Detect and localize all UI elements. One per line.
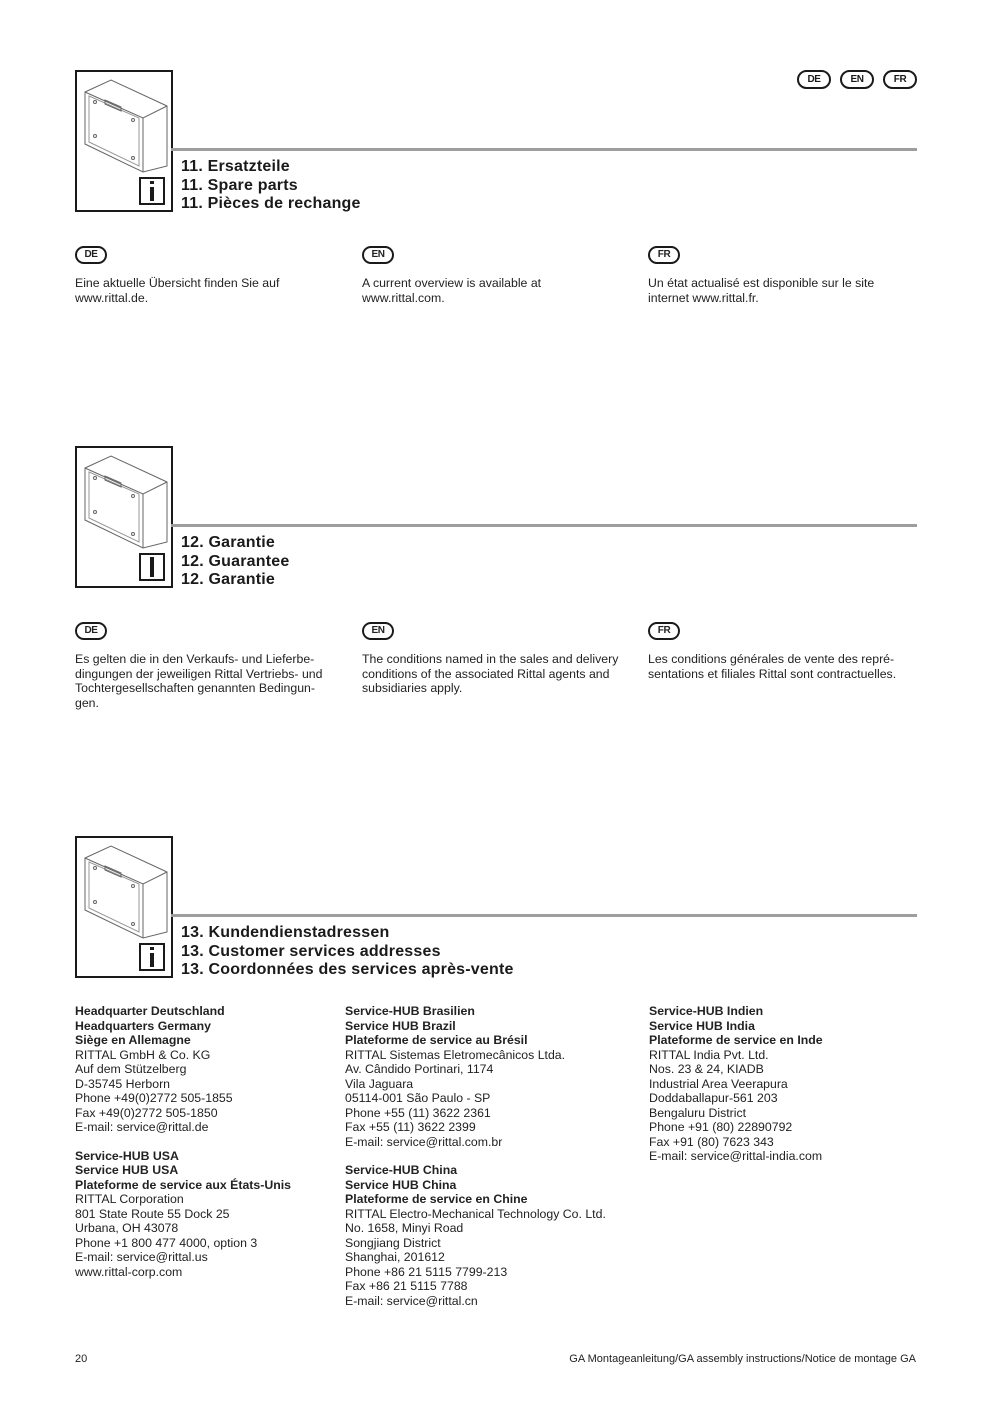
section-rule <box>171 914 917 917</box>
address-heading: Service-HUB China <box>345 1163 458 1177</box>
fax-line: Fax +55 (11) 3622 2399 <box>345 1120 476 1134</box>
address-column-3 <box>649 1004 823 1178</box>
text-line: subsidiaries apply. <box>362 681 463 696</box>
address-line: Industrial Area Veerapura <box>649 1076 788 1091</box>
footer-doc-title: GA Montageanleitung/GA assembly instructions/Notice de montage GA <box>569 1353 916 1365</box>
section-title-de: 13. Kundendienstadressen <box>181 924 390 941</box>
address-line: RITTAL Sistemas Eletromecânicos Ltda. <box>345 1047 566 1062</box>
section-rule <box>171 148 917 151</box>
email-line: E-mail: service@rittal.com.br <box>345 1134 503 1149</box>
text-column-de <box>75 622 345 710</box>
text-column-en <box>362 622 632 696</box>
address-line: RITTAL GmbH & Co. KG <box>75 1047 211 1062</box>
address-heading: Service HUB China <box>345 1177 457 1192</box>
text-line: gen. <box>75 695 99 710</box>
address-heading: Service-HUB Indien <box>649 1004 764 1018</box>
address-line: RITTAL India Pvt. Ltd. <box>649 1047 769 1062</box>
text-line: conditions of the associated Rittal agents and <box>362 666 610 681</box>
website-line: www.rittal-corp.com <box>75 1264 183 1279</box>
language-badge-de: DE <box>75 246 107 264</box>
phone-line: Phone +55 (11) 3622 2361 <box>345 1105 491 1120</box>
email-line: E-mail: service@rittal.cn <box>345 1293 478 1308</box>
address-heading: Plateforme de service au Brésil <box>345 1033 528 1047</box>
enclosure-thumbnail <box>75 836 173 978</box>
text-line: www.rittal.de. <box>75 290 149 305</box>
section-rule <box>171 524 917 527</box>
address-heading: Plateforme de service aux États-Unis <box>75 1177 291 1192</box>
phone-line: Phone +91 (80) 22890792 <box>649 1120 793 1134</box>
address-line: Av. Cândido Portinari, 1174 <box>345 1062 494 1076</box>
address-heading: Service HUB USA <box>75 1163 179 1177</box>
language-badge-en: EN <box>362 622 394 640</box>
email-line: E-mail: service@rittal.us <box>75 1250 208 1264</box>
enclosure-box-icon <box>83 78 169 173</box>
address-line: Songjiang District <box>345 1235 441 1250</box>
address-block-india <box>649 1004 823 1164</box>
address-line: RITTAL Electro-Mechanical Technology Co. Ltd. <box>345 1206 606 1221</box>
address-column-2 <box>345 1004 606 1322</box>
address-line: Auf dem Stützelberg <box>75 1062 187 1076</box>
address-heading: Headquarter Deutschland <box>75 1004 225 1018</box>
text-line: internet www.rittal.fr. <box>648 290 759 305</box>
phone-line: Phone +86 21 5115 7799-213 <box>345 1264 508 1279</box>
info-icon <box>139 553 165 581</box>
language-badge-fr: FR <box>648 622 680 640</box>
enclosure-thumbnail <box>75 70 173 212</box>
section-title-de: 12. Garantie <box>181 534 276 551</box>
enclosure-thumbnail <box>75 446 173 588</box>
address-heading: Service-HUB Brasilien <box>345 1004 475 1018</box>
address-heading: Service HUB India <box>649 1018 755 1033</box>
text-column-en <box>362 246 632 305</box>
text-line: Les conditions générales de vente des repré- <box>648 652 895 666</box>
address-heading: Plateforme de service en Chine <box>345 1192 528 1206</box>
section-title-group <box>181 534 289 590</box>
address-line: Shanghai, 201612 <box>345 1250 445 1264</box>
text-column-fr <box>648 622 918 681</box>
enclosure-box-icon <box>83 454 169 549</box>
address-line: No. 1658, Minyi Road <box>345 1221 464 1235</box>
address-line: 05114-001 São Paulo - SP <box>345 1091 491 1105</box>
address-line: Doddaballapur-561 203 <box>649 1091 778 1105</box>
address-heading: Headquarters Germany <box>75 1018 212 1033</box>
text-line: sentations et filiales Rittal sont contractuelles. <box>648 666 897 681</box>
language-badge-fr: FR <box>648 246 680 264</box>
language-badge-de: DE <box>797 70 831 89</box>
email-line: E-mail: service@rittal-india.com <box>649 1149 823 1163</box>
phone-line: Phone +1 800 477 4000, option 3 <box>75 1235 258 1250</box>
address-line: Nos. 23 & 24, KIADB <box>649 1062 764 1076</box>
section-title-en: 12. Guarantee <box>181 552 290 570</box>
address-line: Vila Jaguara <box>345 1076 414 1091</box>
section-title-group <box>181 924 514 980</box>
language-badge-en: EN <box>362 246 394 264</box>
address-block-brazil <box>345 1004 606 1149</box>
language-badge-en: EN <box>840 70 874 89</box>
address-heading: Service-HUB USA <box>75 1148 179 1163</box>
section-customer-services <box>75 836 917 986</box>
text-line: Tochtergesellschaften genannten Bedingun- <box>75 681 315 696</box>
section-title-fr: 13. Coordonnées des services après-vente <box>181 961 514 978</box>
address-line: Bengaluru District <box>649 1105 747 1120</box>
page-number: 20 <box>75 1353 88 1365</box>
text-column-fr <box>648 246 918 305</box>
address-block-usa <box>75 1149 291 1280</box>
language-badge-de: DE <box>75 622 107 640</box>
fax-line: Fax +86 21 5115 7788 <box>345 1279 468 1293</box>
info-icon <box>139 177 165 205</box>
address-line: 801 State Route 55 Dock 25 <box>75 1206 230 1221</box>
email-line: E-mail: service@rittal.de <box>75 1120 209 1134</box>
section-title-en: 13. Customer services addresses <box>181 942 441 960</box>
text-line: Un état actualisé est disponible sur le site <box>648 276 875 290</box>
address-column-1 <box>75 1004 291 1293</box>
language-badge-fr: FR <box>883 70 917 89</box>
address-line: D-35745 Herborn <box>75 1076 171 1091</box>
section-spare-parts <box>75 70 917 220</box>
section-title-fr: 11. Pièces de rechange <box>181 195 361 212</box>
fax-line: Fax +49(0)2772 505-1850 <box>75 1105 218 1120</box>
address-block-china <box>345 1163 606 1308</box>
address-line: Urbana, OH 43078 <box>75 1221 179 1235</box>
text-line: dingungen der jeweiligen Rittal Vertriebs- und <box>75 666 323 681</box>
address-heading: Siège en Allemagne <box>75 1033 191 1047</box>
section-title-de: 11. Ersatzteile <box>181 158 290 175</box>
section-guarantee <box>75 446 917 596</box>
text-line: Eine aktuelle Übersicht finden Sie auf <box>75 276 280 290</box>
info-icon <box>139 943 165 971</box>
address-heading: Plateforme de service en Inde <box>649 1033 823 1047</box>
text-line: www.rittal.com. <box>362 290 445 305</box>
phone-line: Phone +49(0)2772 505-1855 <box>75 1091 233 1105</box>
address-line: RITTAL Corporation <box>75 1192 184 1206</box>
text-line: A current overview is available at <box>362 276 542 290</box>
section-title-en: 11. Spare parts <box>181 176 298 194</box>
text-line: Es gelten die in den Verkaufs- und Lieferbe- <box>75 652 315 666</box>
text-line: The conditions named in the sales and delivery <box>362 652 619 666</box>
section-title-fr: 12. Garantie <box>181 571 276 588</box>
address-block-germany <box>75 1004 291 1135</box>
fax-line: Fax +91 (80) 7623 343 <box>649 1134 774 1149</box>
address-heading: Service HUB Brazil <box>345 1018 456 1033</box>
enclosure-box-icon <box>83 844 169 939</box>
text-column-de <box>75 246 345 305</box>
section-title-group <box>181 158 361 214</box>
